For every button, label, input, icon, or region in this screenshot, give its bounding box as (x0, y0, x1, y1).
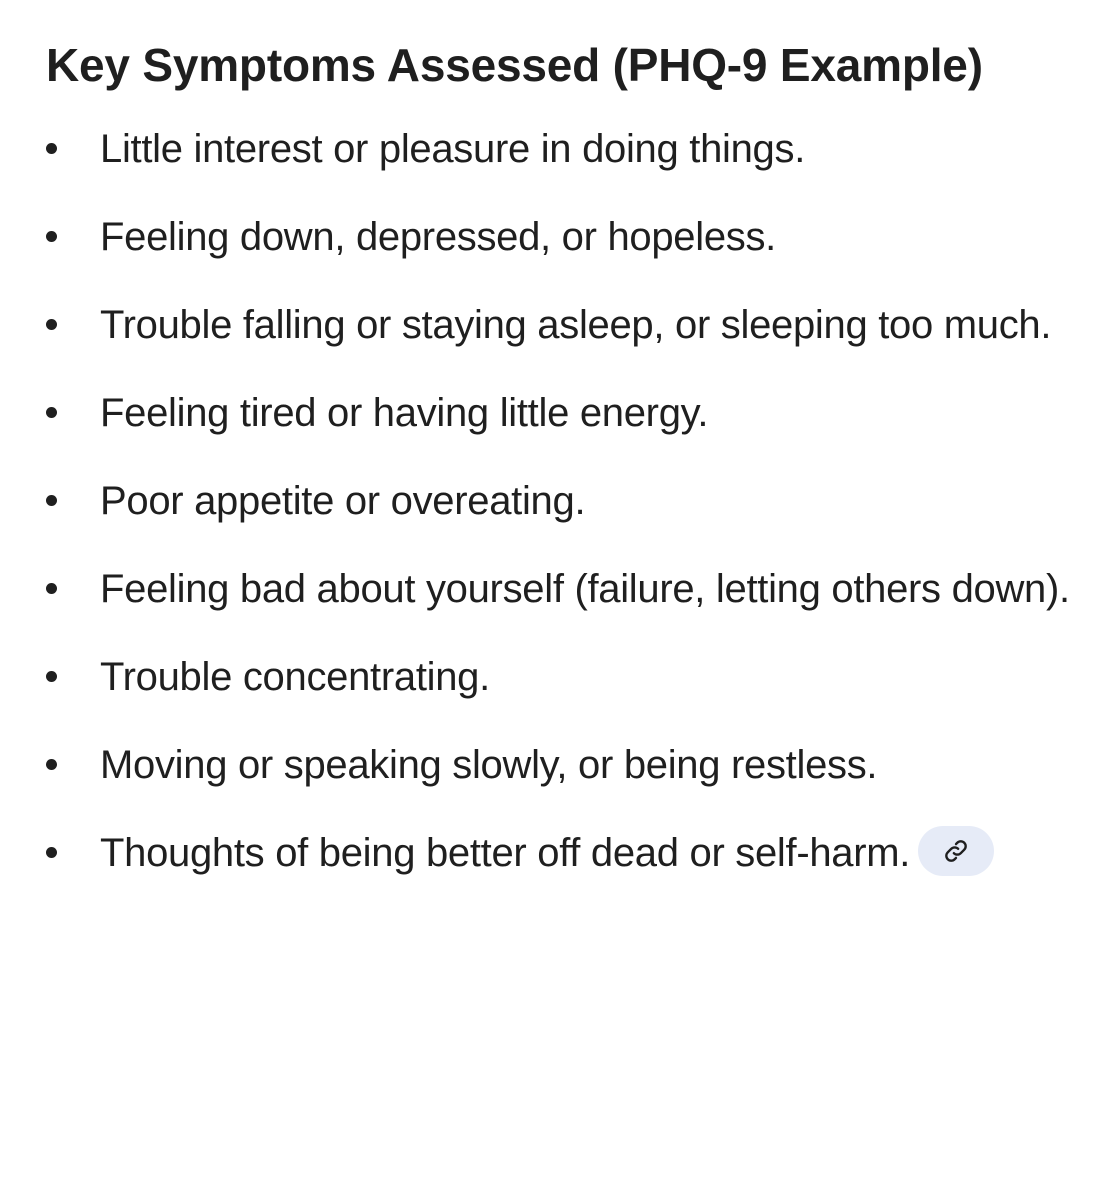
source-link-button[interactable] (918, 826, 994, 876)
bullet-icon (46, 231, 57, 242)
list-item-text: Trouble falling or staying asleep, or sleeping too much. (100, 303, 1052, 347)
list-item-text: Little interest or pleasure in doing things. (100, 127, 806, 171)
list-item (46, 644, 1086, 710)
section-heading: Key Symptoms Assessed (PHQ-9 Example) (46, 39, 983, 91)
bullet-icon (46, 143, 57, 154)
list-item-text: Feeling down, depressed, or hopeless. (100, 215, 776, 259)
list-item-text: Feeling bad about yourself (failure, letting others down). (100, 567, 1070, 611)
bullet-icon (46, 583, 57, 594)
list-item-text: Moving or speaking slowly, or being restless. (100, 743, 878, 787)
list-item (46, 204, 1086, 270)
list-item-text: Thoughts of being better off dead or self-harm. (100, 831, 911, 875)
link-icon (943, 838, 969, 864)
bullet-icon (46, 319, 57, 330)
list-item (46, 468, 1086, 534)
list-item (46, 292, 1086, 358)
list-item (46, 820, 1086, 886)
bullet-icon (46, 847, 57, 858)
list-item-text: Poor appetite or overeating. (100, 479, 586, 523)
list-item (46, 380, 1086, 446)
list-item-text: Trouble concentrating. (100, 655, 490, 699)
list-item-text: Feeling tired or having little energy. (100, 391, 709, 435)
list-item (46, 732, 1086, 798)
bullet-icon (46, 671, 57, 682)
bullet-icon (46, 407, 57, 418)
response-content (46, 28, 1086, 886)
bullet-icon (46, 759, 57, 770)
symptom-list (46, 116, 1086, 886)
list-item (46, 556, 1086, 622)
list-item (46, 116, 1086, 182)
bullet-icon (46, 495, 57, 506)
